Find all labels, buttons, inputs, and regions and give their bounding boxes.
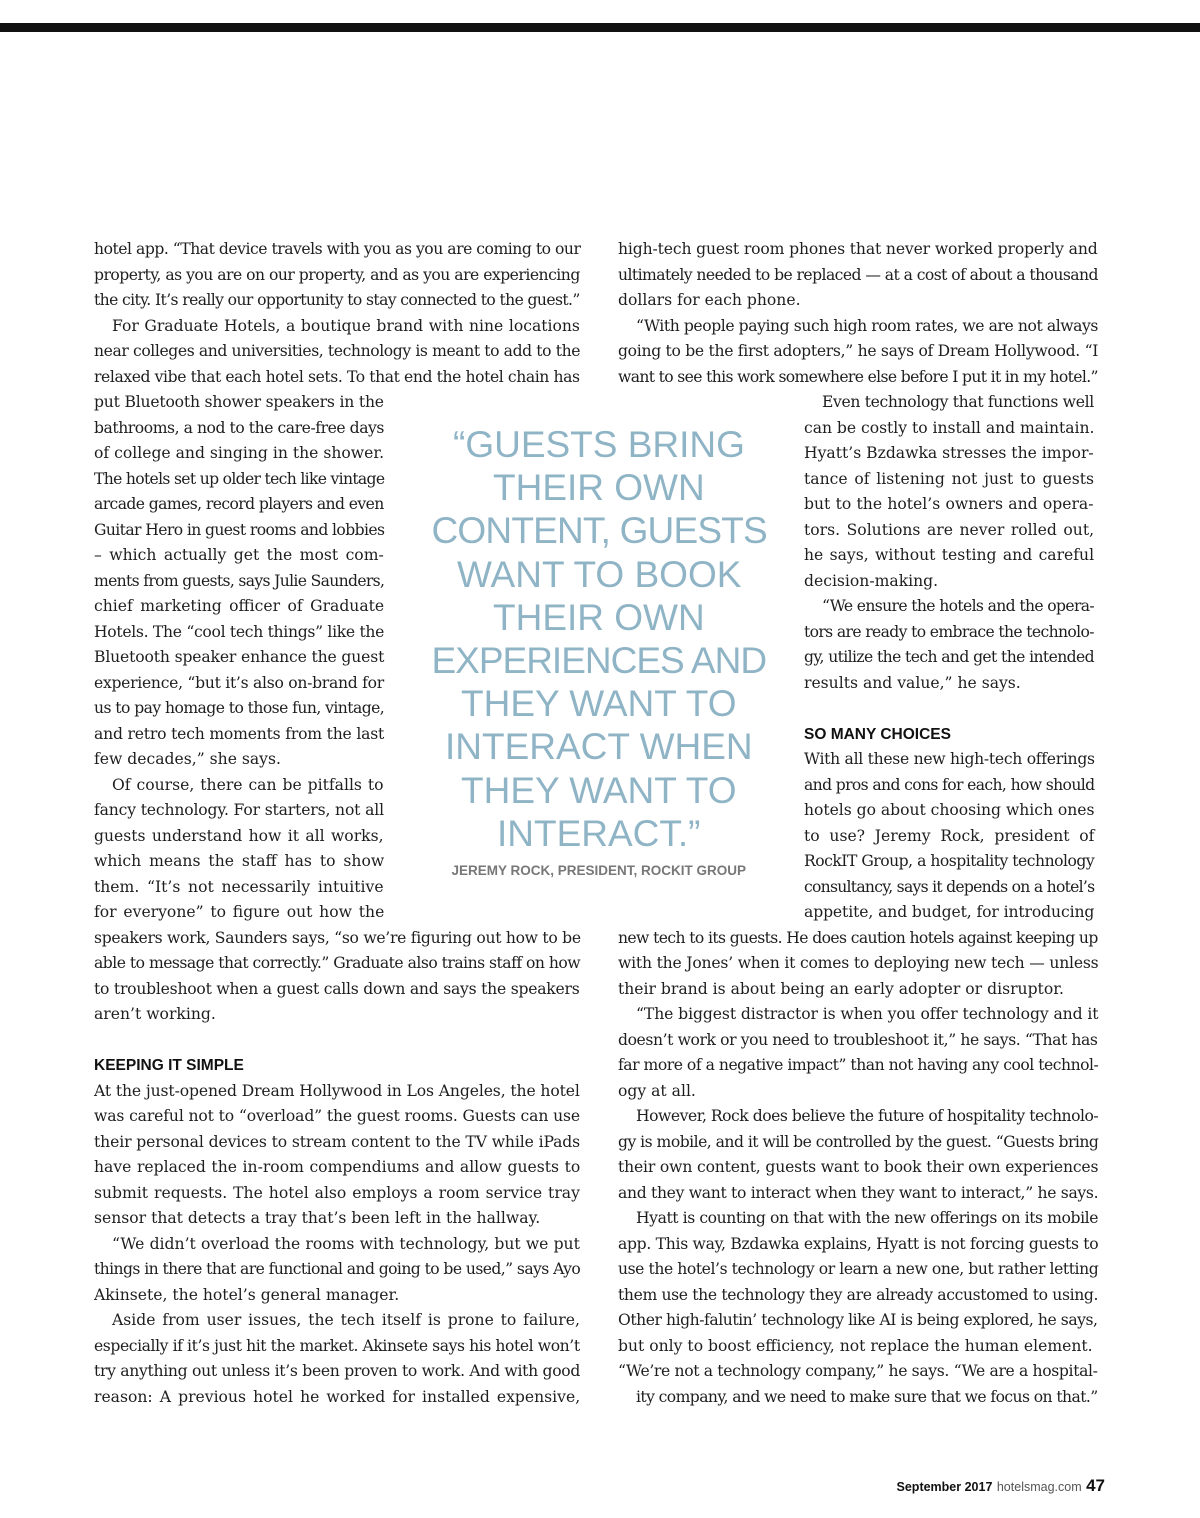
column-2-line: ultimately needed to be replaced — at a cost of about a thousand xyxy=(618,265,1098,284)
column-2-line: RockIT Group, a hospitality technology xyxy=(804,852,1095,870)
column-1-line: the city. It’s really our opportunity to stay connected to the guest.” xyxy=(94,291,580,309)
column-1-line: put Bluetooth shower speakers in the xyxy=(94,393,384,411)
column-1-line: Bluetooth speaker enhance the guest xyxy=(94,648,385,666)
column-2-line: he says, without testing and careful xyxy=(804,546,1095,564)
column-1-line: few decades,” she says. xyxy=(94,750,281,768)
column-1-line: them. “It’s not necessarily intuitive xyxy=(94,877,384,896)
column-2-line: “The biggest distractor is when you offer technology and it xyxy=(636,1005,1099,1023)
column-2-line: tance of listening not just to guests xyxy=(804,469,1095,488)
column-1-line: – which actually get the most com- xyxy=(94,546,384,564)
column-2-line: and they want to interact when they want to interact,” he says. xyxy=(618,1183,1099,1202)
column-1-line: The hotels set up older tech like vintage xyxy=(94,469,385,488)
section-heading: KEEPING IT SIMPLE xyxy=(94,1057,244,1074)
pull-quote-line: “GUESTS BRING xyxy=(453,424,745,465)
column-1-line: reason: A previous hotel he worked for installed expensive, xyxy=(94,1387,581,1406)
column-1-line: able to message that correctly.” Graduate also trains staff on how xyxy=(94,954,581,972)
column-2-line: tors are ready to embrace the technolo- xyxy=(804,622,1094,641)
column-2-line: them use the technology they are already accustomed to using. xyxy=(618,1285,1099,1304)
pull-quote-line: THEY WANT TO xyxy=(461,769,737,811)
column-2-line: Even technology that functions well xyxy=(822,393,1094,411)
column-2-line: doesn’t work or you need to troubleshoot it,” he says. “That has xyxy=(618,1030,1098,1049)
pull-quote-attribution: JEREMY ROCK, PRESIDENT, ROCKIT GROUP xyxy=(451,863,747,878)
column-1-line: of college and singing in the shower. xyxy=(94,444,385,462)
column-2-line: appetite, and budget, for introducing xyxy=(804,903,1095,921)
column-2-line: ity company, and we need to make sure that we focus on that.” xyxy=(636,1387,1098,1406)
column-1-line: fancy technology. For starters, not all xyxy=(94,801,384,819)
column-1-line: Akinsete, the hotel’s general manager. xyxy=(94,1285,400,1304)
pull-quote-line: THEY WANT TO xyxy=(461,683,737,725)
column-2-line: ogy at all. xyxy=(618,1081,696,1100)
column-1-line: which means the staff has to show xyxy=(94,852,385,870)
column-2-line: With all these new high-tech offerings xyxy=(804,750,1095,768)
column-2-line: decision-making. xyxy=(804,571,939,590)
issue-date: September 2017 xyxy=(896,1480,993,1494)
column-2-line: gy, utilize the tech and get the intended xyxy=(804,648,1094,666)
column-2-line: Other high-falutin’ technology like AI is being explored, he says, xyxy=(618,1311,1098,1329)
column-1-line: bathrooms, a nod to the care-free days xyxy=(94,418,384,437)
page-number: 47 xyxy=(1086,1476,1105,1495)
pull-quote-line: THEIR OWN xyxy=(493,596,705,638)
column-1-line: guests understand how it all works, xyxy=(94,826,384,845)
column-1-line: relaxed vibe that each hotel sets. To that end the hotel chain has xyxy=(94,367,580,386)
pull-quote-line: WANT TO BOOK xyxy=(457,553,742,595)
column-1-line: their personal devices to stream content to the TV while iPads xyxy=(94,1132,581,1151)
column-1-line: was careful not to “overload” the guest rooms. Guests can use xyxy=(94,1107,580,1125)
section-heading: SO MANY CHOICES xyxy=(804,725,951,743)
column-2-line: and pros and cons for each, how should xyxy=(804,775,1095,794)
column-1-line: and retro tech moments from the last xyxy=(94,724,385,743)
pull-quote-line: EXPERIENCES AND xyxy=(431,640,767,681)
column-2-line: Hyatt’s Bzdawka stresses the impor- xyxy=(804,444,1094,462)
column-2-line: high-tech guest room phones that never worked properly and xyxy=(618,240,1098,258)
pull-quote-line: INTERACT.” xyxy=(497,812,701,854)
column-2-line: dollars for each phone. xyxy=(618,291,801,309)
column-1-line: try anything out unless it’s been proven to work. And with good xyxy=(94,1362,581,1380)
column-2-line: with the Jones’ when it comes to deploying new tech — unless xyxy=(618,954,1099,972)
column-2-line: “We’re not a technology company,” he says. “We are a hospital- xyxy=(618,1362,1098,1380)
column-2-line: results and value,” he says. xyxy=(804,673,1021,692)
column-2-line: their brand is about being an early adopter or disruptor. xyxy=(618,979,1064,998)
column-1-line: Guitar Hero in guest rooms and lobbies xyxy=(94,520,385,539)
column-1-line: hotel app. “That device travels with you as you are coming to our xyxy=(94,240,581,258)
column-2-line: gy is mobile, and it will be controlled by the guest. “Guests bring xyxy=(618,1132,1099,1151)
column-1-line: arcade games, record players and even xyxy=(94,495,384,513)
column-1-line: Of course, there can be pitfalls to xyxy=(112,775,384,794)
column-2-line: their own content, guests want to book their own experiences xyxy=(618,1158,1099,1176)
column-2-line: far more of a negative impact” than not having any cool technol- xyxy=(618,1056,1099,1074)
column-2-line: want to see this work somewhere else before I put it in my hotel.” xyxy=(618,367,1098,386)
column-2-line: can be costly to install and maintain. xyxy=(804,418,1095,437)
column-2-line: but to the hotel’s owners and opera- xyxy=(804,495,1094,513)
column-1-line: for everyone” to figure out how the xyxy=(94,903,385,921)
column-1-line: things in there that are functional and going to be used,” says Ayo xyxy=(94,1260,581,1278)
column-2-line: tors. Solutions are never rolled out, xyxy=(804,520,1095,539)
column-2-line: app. This way, Bzdawka explains, Hyatt is not forcing guests to xyxy=(618,1234,1099,1253)
column-1-line: ments from guests, says Julie Saunders, xyxy=(94,571,385,590)
column-2-line: However, Rock does believe the future of hospitality technolo- xyxy=(636,1107,1099,1125)
column-1-line: experience, “but it’s also on-brand for xyxy=(94,673,384,692)
column-1-line: Aside from user issues, the tech itself is prone to failure, xyxy=(112,1311,580,1329)
column-2-line: Hyatt is counting on that with the new offerings on its mobile xyxy=(636,1209,1099,1227)
column-1-line: us to pay homage to those fun, vintage, xyxy=(94,699,385,717)
column-1-line: property, as you are on our property, and as you are experiencing xyxy=(94,265,580,284)
column-1-line: aren’t working. xyxy=(94,1005,216,1023)
column-1-line: “We didn’t overload the rooms with technology, but we put xyxy=(112,1234,580,1253)
column-1-line: sensor that detects a tray that’s been left in the hallway. xyxy=(94,1209,541,1227)
column-2-line: consultancy, says it depends on a hotel’s xyxy=(804,877,1095,896)
column-1-line: At the just-opened Dream Hollywood in Los Angeles, the hotel xyxy=(94,1081,580,1100)
column-2-line: to use? Jeremy Rock, president of xyxy=(804,826,1095,845)
column-1-line: especially if it’s just hit the market. Akinsete says his hotel won’t xyxy=(94,1336,580,1355)
column-1-line: speakers work, Saunders says, “so we’re figuring out how to be xyxy=(94,928,581,947)
column-1-line: For Graduate Hotels, a boutique brand with nine locations xyxy=(112,316,580,335)
website: hotelsmag.com xyxy=(996,1480,1082,1494)
pull-quote-line: CONTENT, GUESTS xyxy=(431,510,767,552)
column-1-line: to troubleshoot when a guest calls down and says the speakers xyxy=(94,979,580,998)
pull-quote-line: INTERACT WHEN xyxy=(445,726,753,768)
column-2-line: hotels go about choosing which ones xyxy=(804,801,1095,819)
page-footer xyxy=(897,1476,1105,1496)
column-1-line: Hotels. The “cool tech things” like the xyxy=(94,622,385,641)
column-2-line: “We ensure the hotels and the opera- xyxy=(822,597,1095,615)
column-1-line: chief marketing officer of Graduate xyxy=(94,597,385,615)
pull-quote-line: THEIR OWN xyxy=(493,467,705,509)
column-2-line: but only to boost efficiency, not replace the human element. xyxy=(618,1336,1093,1355)
column-1-line: have replaced the in-room compendiums and allow guests to xyxy=(94,1158,581,1176)
column-2-line: “With people paying such high room rates, we are not always xyxy=(636,316,1099,335)
top-rule xyxy=(0,23,1200,32)
column-2-line: use the hotel’s technology or learn a new one, but rather letting xyxy=(618,1260,1099,1278)
column-1-line: submit requests. The hotel also employs a room service tray xyxy=(94,1183,580,1202)
column-2-line: new tech to its guests. He does caution hotels against keeping up xyxy=(618,928,1098,947)
column-2-line: going to be the first adopters,” he says of Dream Hollywood. “I xyxy=(618,342,1099,360)
column-1-line: near colleges and universities, technology is meant to add to the xyxy=(94,342,581,360)
